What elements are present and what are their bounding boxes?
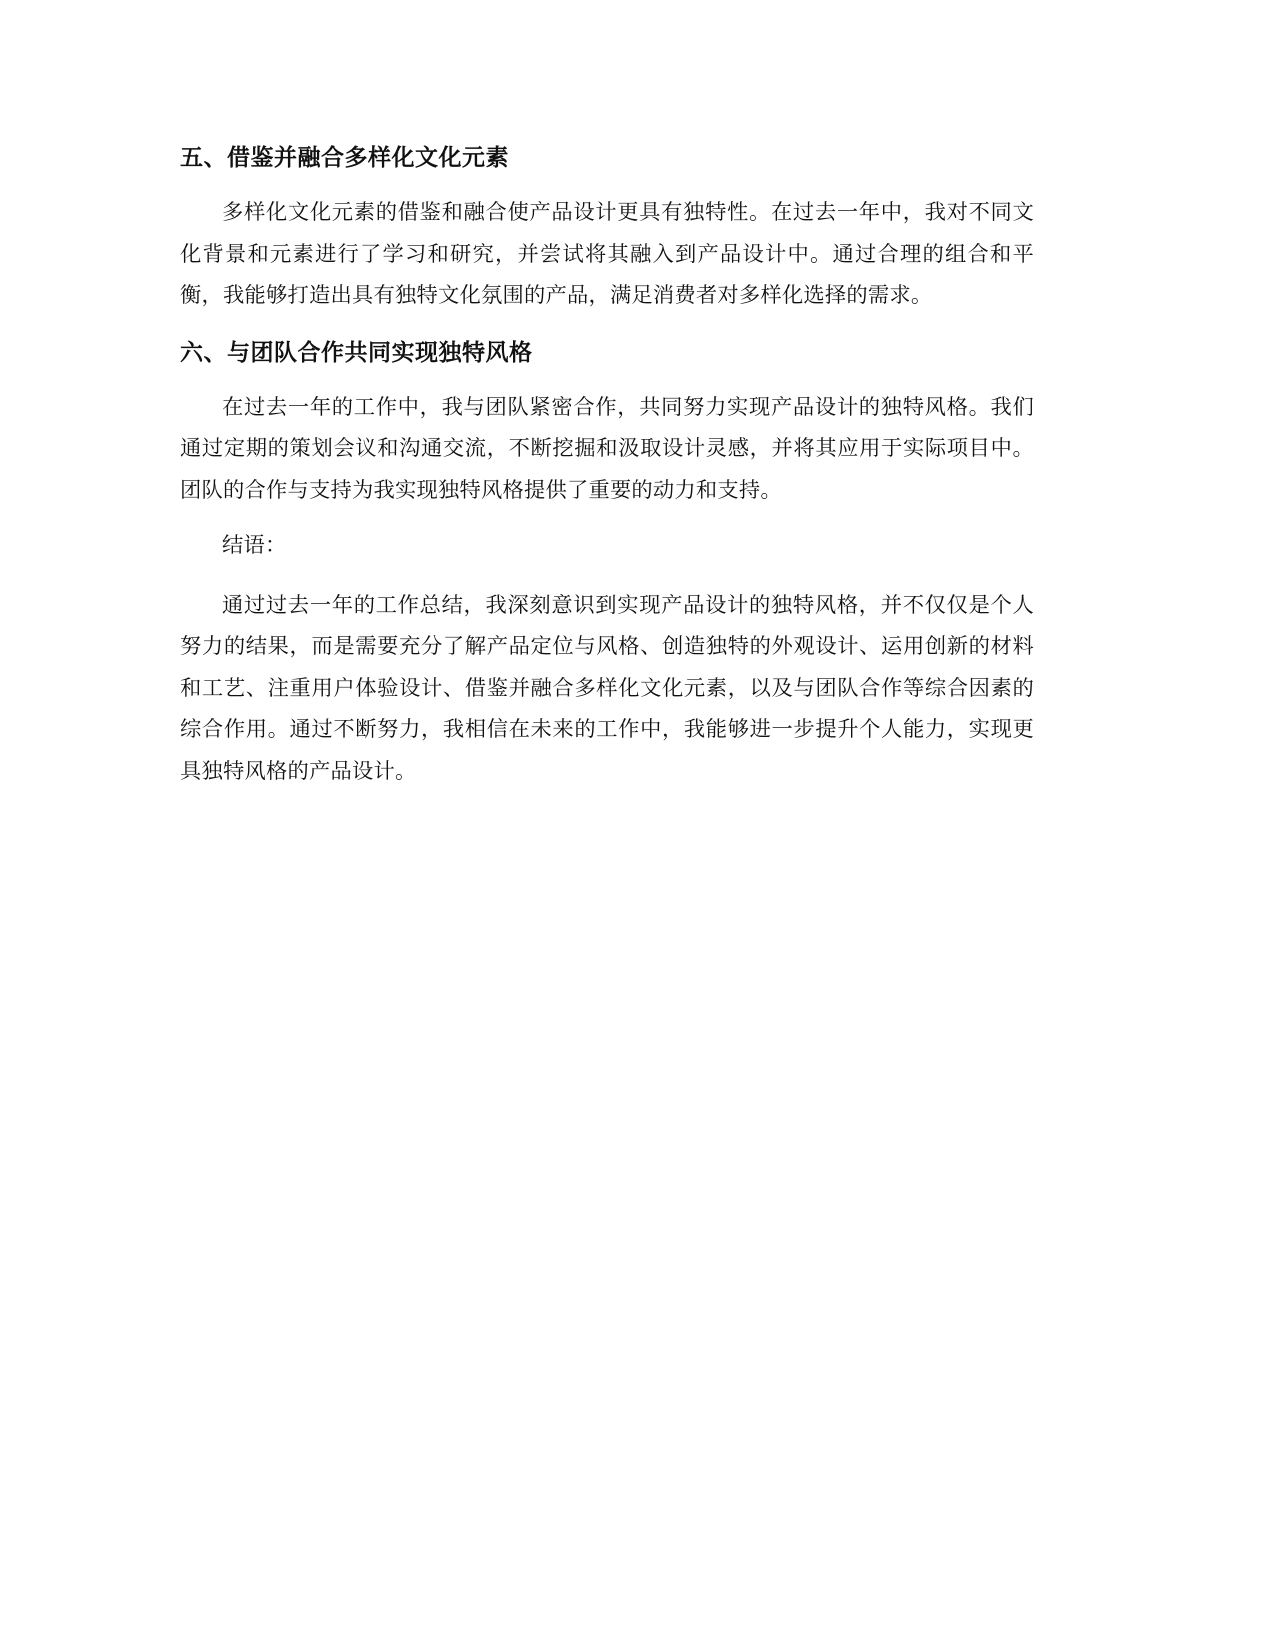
section-paragraph-cultural-elements: 多样化文化元素的借鉴和融合使产品设计更具有独特性。在过去一年中，我对不同文化背景和元素进行了学习和研究，并尝试将其融入到产品设计中。通过合理的组合和平衡，我能够打造出具有独特文化氛围的产品，满足消费者对多样化选择的需求。: [180, 200, 1034, 308]
conclusion-paragraph: 通过过去一年的工作总结，我深刻意识到实现产品设计的独特风格，并不仅仅是个人努力的结果，而是需要充分了解产品定位与风格、创造独特的外观设计、运用创新的材料和工艺、注重用户体验设计、借鉴并融合多样化文化元素，以及与团队合作等综合因素的综合作用。通过不断努力，我相信在未来的工作中，我能够进一步提升个人能力，实现更具独特风格的产品设计。: [180, 592, 1034, 784]
section-paragraph-team-collaboration: 在过去一年的工作中，我与团队紧密合作，共同努力实现产品设计的独特风格。我们通过定期的策划会议和沟通交流，不断挖掘和汲取设计灵感，并将其应用于实际项目中。团队的合作与支持为我实现独特风格提供了重要的动力和支持。: [180, 394, 1034, 503]
section-heading-cultural-elements: 五、借鉴并融合多样化文化元素: [180, 145, 509, 171]
document-body: [180, 136, 1034, 806]
conclusion-label: 结语：: [222, 533, 287, 558]
section-heading-team-collaboration: 六、与团队合作共同实现独特风格: [180, 339, 533, 366]
